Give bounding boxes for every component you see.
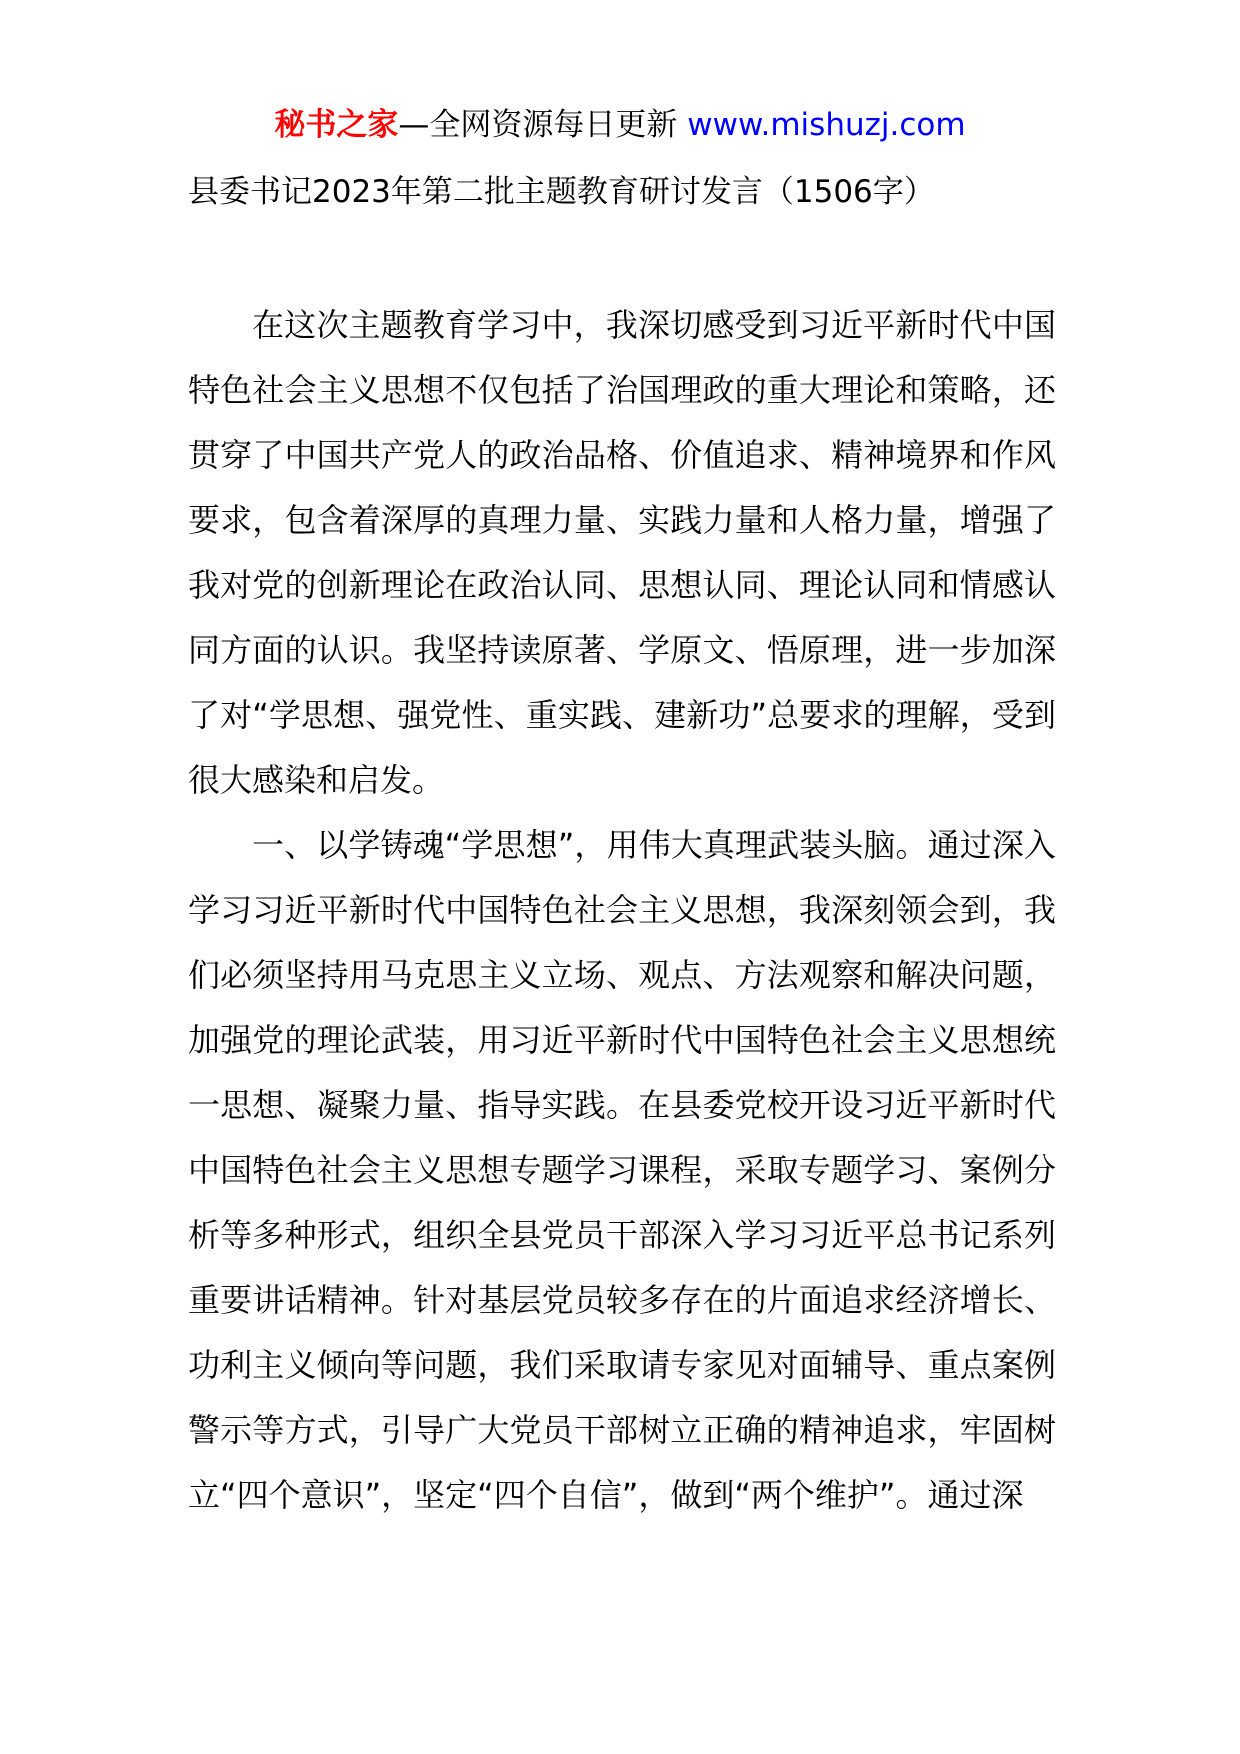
paragraph-section-one: 一、以学铸魂“学思想”，用伟大真理武装头脑。通过深入学习习近平新时代中国特色社会主义思想，我深刻领会到，我们必须坚持用马克思主义立场、观点、方法观察和解决问题，加强党的理论武装，用习近平新时代中国特色社会主义思想统一思想、凝聚力量、指导实践。在县委党校开设习近平新时代中国特色社会主义思想专题学习课程，采取专题学习、案例分析等多种形式，组织全县党员干部深入学习习近平总书记系列重要讲话精神。针对基层党员较多存在的片面追求经济增长、功利主义倾向等问题，我们采取请专家见对面辅导、重点案例警示等方式，引导广大党员干部树立正确的精神追求，牢固树立“四个意识”，坚定“四个自信”，做到“两个维护”。通过深 <box>188 826 1056 1514</box>
header-tagline: —全网资源每日更新 <box>398 107 678 143</box>
document-body <box>188 293 1056 1528</box>
paragraph-intro: 在这次主题教育学习中，我深切感受到习近平新时代中国特色社会主义思想不仅包括了治国理政的重大理论和策略，还贯穿了中国共产党人的政治品格、价值追求、精神境界和作风要求，包含着深厚的真理力量、实践力量和人格力量，增强了我对党的创新理论在政治认同、思想认同、理论认同和情感认同方面的认识。我坚持读原著、学原文、悟原理，进一步加深了对“学思想、强党性、重实践、建新功”总要求的理解，受到很大感染和启发。 <box>188 306 1056 799</box>
site-url-link[interactable]: www.mishuzj.com <box>687 107 966 143</box>
brand-name: 秘书之家 <box>274 107 399 143</box>
document-title: 县委书记2023年第二批主题教育研讨发言（1506字） <box>188 174 935 210</box>
site-header <box>0 100 1240 150</box>
